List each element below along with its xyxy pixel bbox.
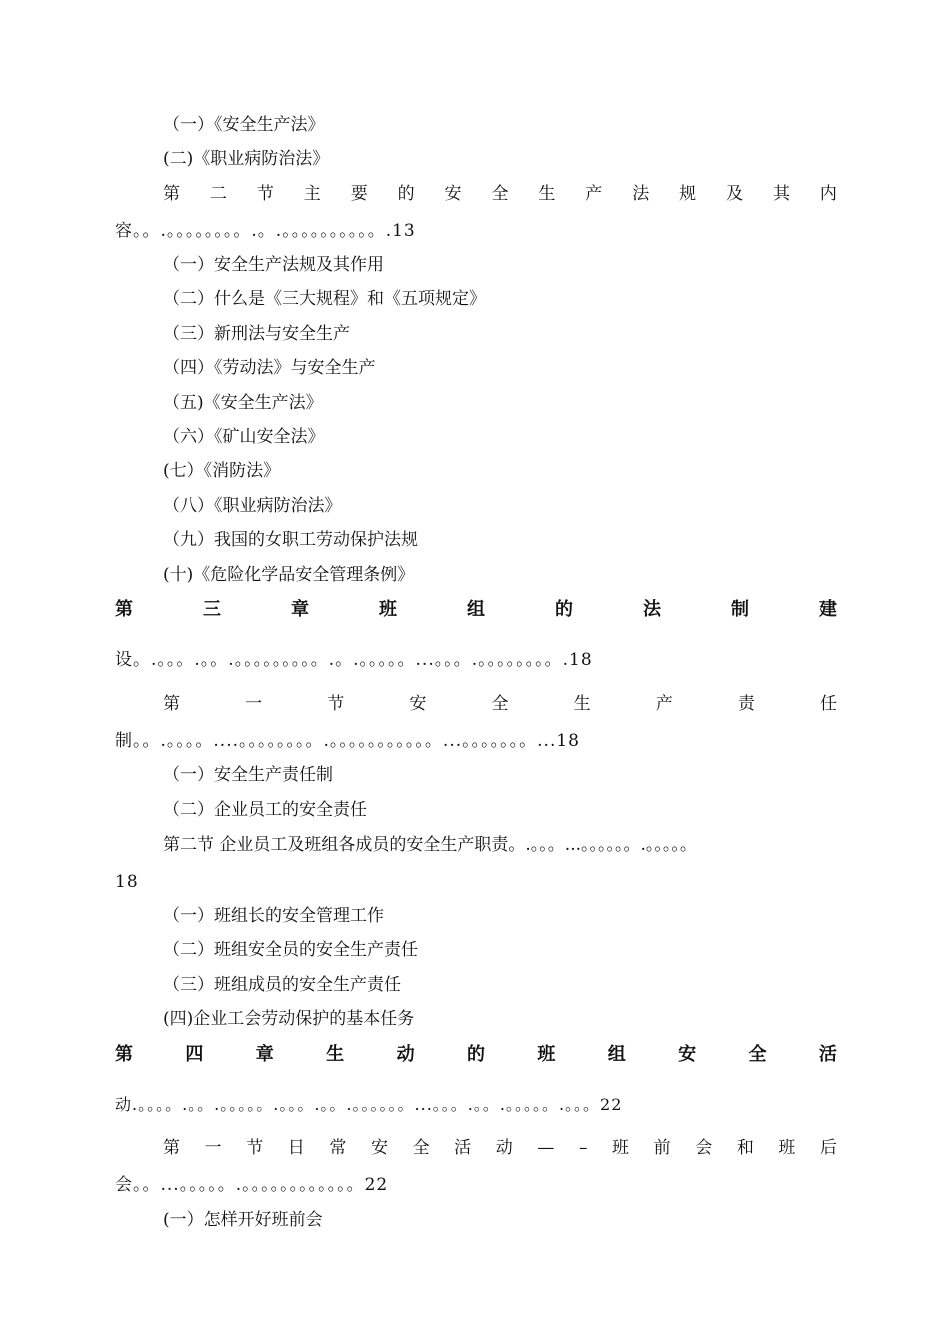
heading-char: 安 xyxy=(678,1044,697,1065)
heading-char: 三 xyxy=(203,599,221,620)
heading-char: 第 xyxy=(163,694,180,714)
heading-char: 其 xyxy=(772,184,790,204)
heading-char: 法 xyxy=(632,184,650,204)
heading-char: 全 xyxy=(491,694,509,714)
heading-char: 要 xyxy=(350,184,368,204)
toc-leader-text: 设。.。。。.。。.。。。。。。。。。.。.。。。。。...。。。.。。。。。。。。.18 xyxy=(115,650,593,670)
toc-item: （五)《安全生产法》 xyxy=(163,393,323,413)
toc-item: (四)企业工会劳动保护的基本任务 xyxy=(163,1009,415,1029)
heading-char: 四 xyxy=(185,1044,204,1065)
heading-char: 法 xyxy=(643,599,661,620)
heading-char: 动 xyxy=(495,1138,513,1158)
heading-char: 主 xyxy=(303,184,321,204)
heading-char: 的 xyxy=(555,599,573,620)
heading-char: 一 xyxy=(204,1138,222,1158)
toc-leader: 容。。.。。。。。。。。.。.。。。。。。。。。。.13 xyxy=(115,221,416,241)
heading-char: 日 xyxy=(287,1138,305,1158)
heading-char: 和 xyxy=(736,1138,754,1158)
heading-char: 班 xyxy=(379,599,397,620)
heading-char: 第 xyxy=(115,599,133,620)
toc-item: （三）班组成员的安全生产责任 xyxy=(163,975,401,995)
heading-char: – xyxy=(578,1138,588,1158)
toc-item: （一）《安全生产法》 xyxy=(163,115,325,135)
toc-item: (一）怎样开好班前会 xyxy=(163,1210,323,1230)
heading-char: 活 xyxy=(454,1138,472,1158)
toc-item: (二)《职业病防治法》 xyxy=(163,149,330,169)
toc-item: (七）《消防法》 xyxy=(163,461,281,481)
heading-char: 产 xyxy=(585,184,603,204)
heading-char: 责 xyxy=(737,694,755,714)
heading-char: 安 xyxy=(444,184,462,204)
heading-char: 生 xyxy=(326,1044,345,1065)
heading-char: 全 xyxy=(491,184,509,204)
heading-char: 章 xyxy=(255,1044,274,1065)
heading-char: 任 xyxy=(820,694,837,714)
heading-char: — xyxy=(537,1138,555,1158)
heading-char: 班 xyxy=(612,1138,630,1158)
heading-char: 生 xyxy=(538,184,556,204)
heading-char: 建 xyxy=(819,599,837,620)
heading-char: 第 xyxy=(115,1044,133,1065)
toc-leader: 制。。.。。。。....。。。。。。。。.。。。。。。。。。。。...。。。。。。。...18 xyxy=(115,731,580,751)
toc-chapter-title xyxy=(115,1045,837,1065)
heading-char: 活 xyxy=(818,1044,837,1065)
heading-char: 规 xyxy=(679,184,697,204)
toc-item: （一）安全生产法规及其作用 xyxy=(163,255,384,275)
heading-char: 会 xyxy=(695,1138,713,1158)
toc-section-title xyxy=(163,694,837,714)
heading-char: 二 xyxy=(209,184,227,204)
heading-char: 的 xyxy=(397,184,415,204)
heading-char: 内 xyxy=(819,184,837,204)
heading-char: 第 xyxy=(163,1138,180,1158)
toc-section-title: 第二节 企业员工及班组各成员的安全生产职责。.。。。...。。。。。。.。。。。。 xyxy=(163,835,697,855)
heading-char: 组 xyxy=(467,599,485,620)
toc-item: （八）《职业病防治法》 xyxy=(163,496,342,516)
toc-item: (十)《危险化学品安全管理条例》 xyxy=(163,565,415,585)
toc-item: （六）《矿山安全法》 xyxy=(163,427,325,447)
toc-item: （二）什么是《三大规程》和《五项规定》 xyxy=(163,289,486,309)
heading-char: 生 xyxy=(573,694,591,714)
heading-char: 班 xyxy=(537,1044,556,1065)
heading-char: 班 xyxy=(778,1138,796,1158)
heading-char: 节 xyxy=(246,1138,264,1158)
toc-item: （四）《劳动法》与安全生产 xyxy=(163,358,376,378)
heading-char: 制 xyxy=(731,599,749,620)
heading-char: 一 xyxy=(245,694,263,714)
toc-leader: 会。。...。。。。。.。。。。。。。。。。。。22 xyxy=(115,1175,389,1195)
toc-item: （二）班组安全员的安全生产责任 xyxy=(163,940,418,960)
heading-char: 章 xyxy=(291,599,309,620)
toc-section-title xyxy=(163,184,837,204)
heading-char: 动 xyxy=(396,1044,415,1065)
toc-item: （一）班组长的安全管理工作 xyxy=(163,906,384,926)
toc-leader xyxy=(115,650,593,670)
heading-char: 安 xyxy=(409,694,427,714)
heading-char: 及 xyxy=(726,184,744,204)
heading-char: 组 xyxy=(607,1044,626,1065)
heading-char: 节 xyxy=(327,694,345,714)
heading-char: 的 xyxy=(466,1044,485,1065)
heading-char: 前 xyxy=(653,1138,671,1158)
toc-leader: 动.。。。。.。。.。。。。。.。。。.。。.。。。。。。...。。。.。。.。。。。。.。。。22 xyxy=(115,1095,623,1114)
heading-char: 产 xyxy=(655,694,673,714)
toc-leader: 18 xyxy=(115,872,139,892)
heading-char: 安 xyxy=(370,1138,388,1158)
toc-chapter-title xyxy=(115,600,837,620)
toc-item: （三）新刑法与安全生产 xyxy=(163,324,350,344)
heading-char: 第 xyxy=(163,184,180,204)
toc-item: （一）安全生产责任制 xyxy=(163,765,333,785)
toc-section-title xyxy=(163,1138,837,1158)
toc-item: （二）企业员工的安全责任 xyxy=(163,800,367,820)
heading-char: 节 xyxy=(256,184,274,204)
heading-char: 常 xyxy=(329,1138,347,1158)
heading-char: 全 xyxy=(412,1138,430,1158)
heading-char: 全 xyxy=(748,1044,767,1065)
toc-item: （九）我国的女职工劳动保护法规 xyxy=(163,530,418,550)
heading-char: 后 xyxy=(820,1138,837,1158)
